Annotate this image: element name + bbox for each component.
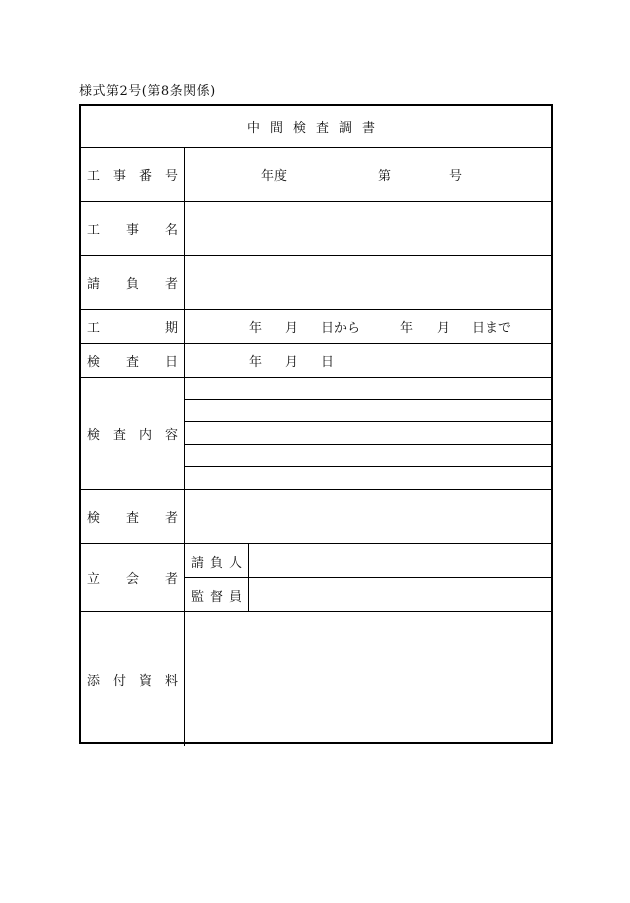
- kensabi-month: 月: [285, 355, 299, 370]
- label-kensabi: 検 査 日: [81, 344, 185, 377]
- label-ukeoisha: 請 負 者: [81, 256, 185, 309]
- kensabi-day: 日: [321, 355, 335, 370]
- row-ukeoisha: [81, 256, 551, 310]
- label-koji-mei: 工 事 名: [81, 202, 185, 255]
- nendo-text: 年度: [261, 169, 288, 184]
- title-char: 調: [339, 121, 363, 136]
- row-koji-bango: [81, 148, 551, 202]
- kensabi-year: 年: [249, 355, 263, 370]
- row-kensa-naiyou: [81, 378, 551, 490]
- sub-label-ukeoinin: 請 負 人: [185, 544, 249, 578]
- row-kensabi: [81, 344, 551, 378]
- kouki-start-year: 年: [249, 321, 263, 336]
- naiyou-line: [185, 421, 551, 422]
- naiyou-line: [185, 399, 551, 400]
- label-kouki: 工 期: [81, 310, 185, 343]
- label-koji-bango: 工 事 番 号: [81, 148, 185, 201]
- row-kensasha: [81, 490, 551, 544]
- kouki-end-year: 年: [400, 321, 414, 336]
- row-kouki: [81, 310, 551, 344]
- label-kensa-naiyou: 検 査 内 容: [81, 378, 185, 489]
- inspection-form: [79, 104, 553, 744]
- label-tachiaisha: 立 会 者: [81, 544, 185, 611]
- label-kensasha: 検 査 者: [81, 490, 185, 543]
- go-text: 号: [449, 169, 463, 184]
- title-char: 検: [292, 121, 316, 136]
- dai-text: 第: [378, 169, 392, 184]
- naiyou-line: [185, 444, 551, 445]
- sub-label-kantokuin: 監 督 員: [185, 578, 249, 612]
- form-title: [81, 106, 551, 147]
- row-tenpu: [81, 612, 551, 746]
- title-char: 査: [316, 121, 340, 136]
- row-koji-mei: [81, 202, 551, 256]
- naiyou-line: [185, 466, 551, 467]
- title-row: [81, 106, 551, 148]
- title-char: 書: [362, 121, 386, 136]
- label-tenpu: 添 付 資 料: [81, 612, 185, 746]
- kouki-start-day: 日から: [321, 321, 361, 336]
- kouki-end-month: 月: [437, 321, 451, 336]
- kouki-end-day: 日まで: [472, 321, 512, 336]
- form-caption: 様式第2号(第8条関係): [79, 84, 216, 99]
- title-char: 中: [246, 121, 270, 136]
- kouki-start-month: 月: [285, 321, 299, 336]
- title-char: 間: [269, 121, 293, 136]
- row-tachiaisha: [81, 544, 551, 612]
